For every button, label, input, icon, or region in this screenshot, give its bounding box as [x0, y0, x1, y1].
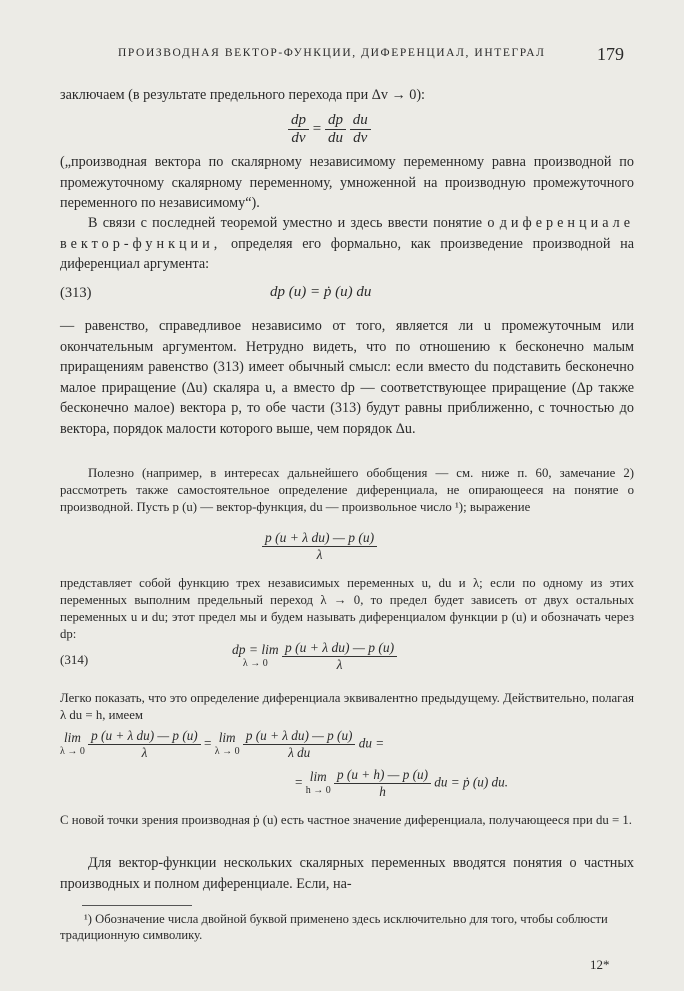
page-number: 179 — [597, 44, 624, 64]
running-title: ПРОИЗВОДНАЯ ВЕКТОР-ФУНКЦИИ, ДИФЕРЕНЦИАЛ, ИНТЕГРАЛ — [118, 47, 546, 59]
equation-314: dp = lim λ → 0 $\frac{\text{p (u + λ du) — p (u)}}{\lambda}$ — [232, 640, 397, 673]
paragraph-intro: заключаем (в результате предельного перехода при Δv → 0): — [60, 87, 425, 103]
equation-chain-rule: $\frac{dp}{dv}$ = $\frac{dp}{du}$ $\frac{du}{dv}$ — [288, 112, 371, 147]
equation-equivalence-line2: = lim h → 0 $\frac{p (u + h) — p (u)}{h}$ du = ṗ (u) du. — [295, 767, 509, 799]
paragraph-differential-intro: В связи с последней теоремой уместно и здесь ввести понятие о диференциале вектор-функции, определяя его формально, как произведение производной на диференциал аргумента: — [60, 215, 635, 272]
paragraph-several-variables: Для вектор-функции нескольких скалярных переменных вводятся понятия о частных производных и полном диференциале. Если, на- — [60, 855, 634, 892]
equation-equivalence-line1: lim λ → 0 $\frac{\text{p (u + λ du) — p (u)}}{\lambda}$ = lim λ → 0 $\frac{\text{p (u + λ du) — p (u)}}{\text{λ du}}$ du = — [60, 728, 385, 760]
paragraph-equivalence: Легко показать, что это определение диференциала эквивалентно предыдущему. Действительно, полагая λ du = h, имеем — [60, 691, 634, 722]
paragraph-chain-rule-statement: („производная вектора по скалярному независимому переменному равна производной по промежуточному скалярному переменному, умноженной на производную промежуточного переменного по независимому“). — [60, 154, 634, 211]
paragraph-limit-definition: представляет собой функцию трех независимых переменных u, du и λ; если по одному из этих переменных выполним предельный переход λ → 0, то предел будет зависеть от двух остальных переменных u и du; этот предел мы и будем называть диференциалом функции p (u) и обозначать через dp: — [60, 576, 634, 641]
paragraph-derivative-as-differential: С новой точки зрения производная ṗ (u) есть частное значение диференциала, получающееся при du = 1. — [60, 813, 632, 827]
equation-number-313: (313) — [60, 285, 92, 301]
signature-mark: 12* — [590, 957, 610, 972]
equation-313: dp (u) = ṗ (u) du — [270, 284, 372, 300]
paragraph-313-explanation: — равенство, справедливое независимо от того, является ли u промежуточным или окончательным аргументом. Нетрудно видеть, что по отношению к бесконечно малым приращениям равенство (313) имеет обычный смысл: если вместо du подставить бесконечно малое приращение (Δu) скаляра u, а вместо dp — соответствующее приращение (Δp также бесконечно малое) вектора p, то обе части (313) будут равны приближенно, с точностью до вектора, порядок малости которого выше, чем порядок Δu. — [60, 318, 634, 437]
footnote-divider — [82, 905, 192, 906]
footnote: ¹) Обозначение числа двойной буквой применено здесь исключительно для того, чтобы соблюсти традиционную символику. — [60, 912, 608, 942]
equation-number-314: (314) — [60, 652, 89, 667]
fraction-difference-quotient: $\frac{\text{p (u + λ du) — p (u)}}{\lambda}$ — [262, 530, 377, 563]
paragraph-alternative-definition: Полезно (например, в интересах дальнейшего обобщения — см. ниже п. 60, замечание 2) рассмотреть также самостоятельное определение диференциала, не опирающееся на понятие о производной. Пусть p (u) — вектор-функция, du — произвольное число ¹); выражение — [60, 466, 634, 514]
